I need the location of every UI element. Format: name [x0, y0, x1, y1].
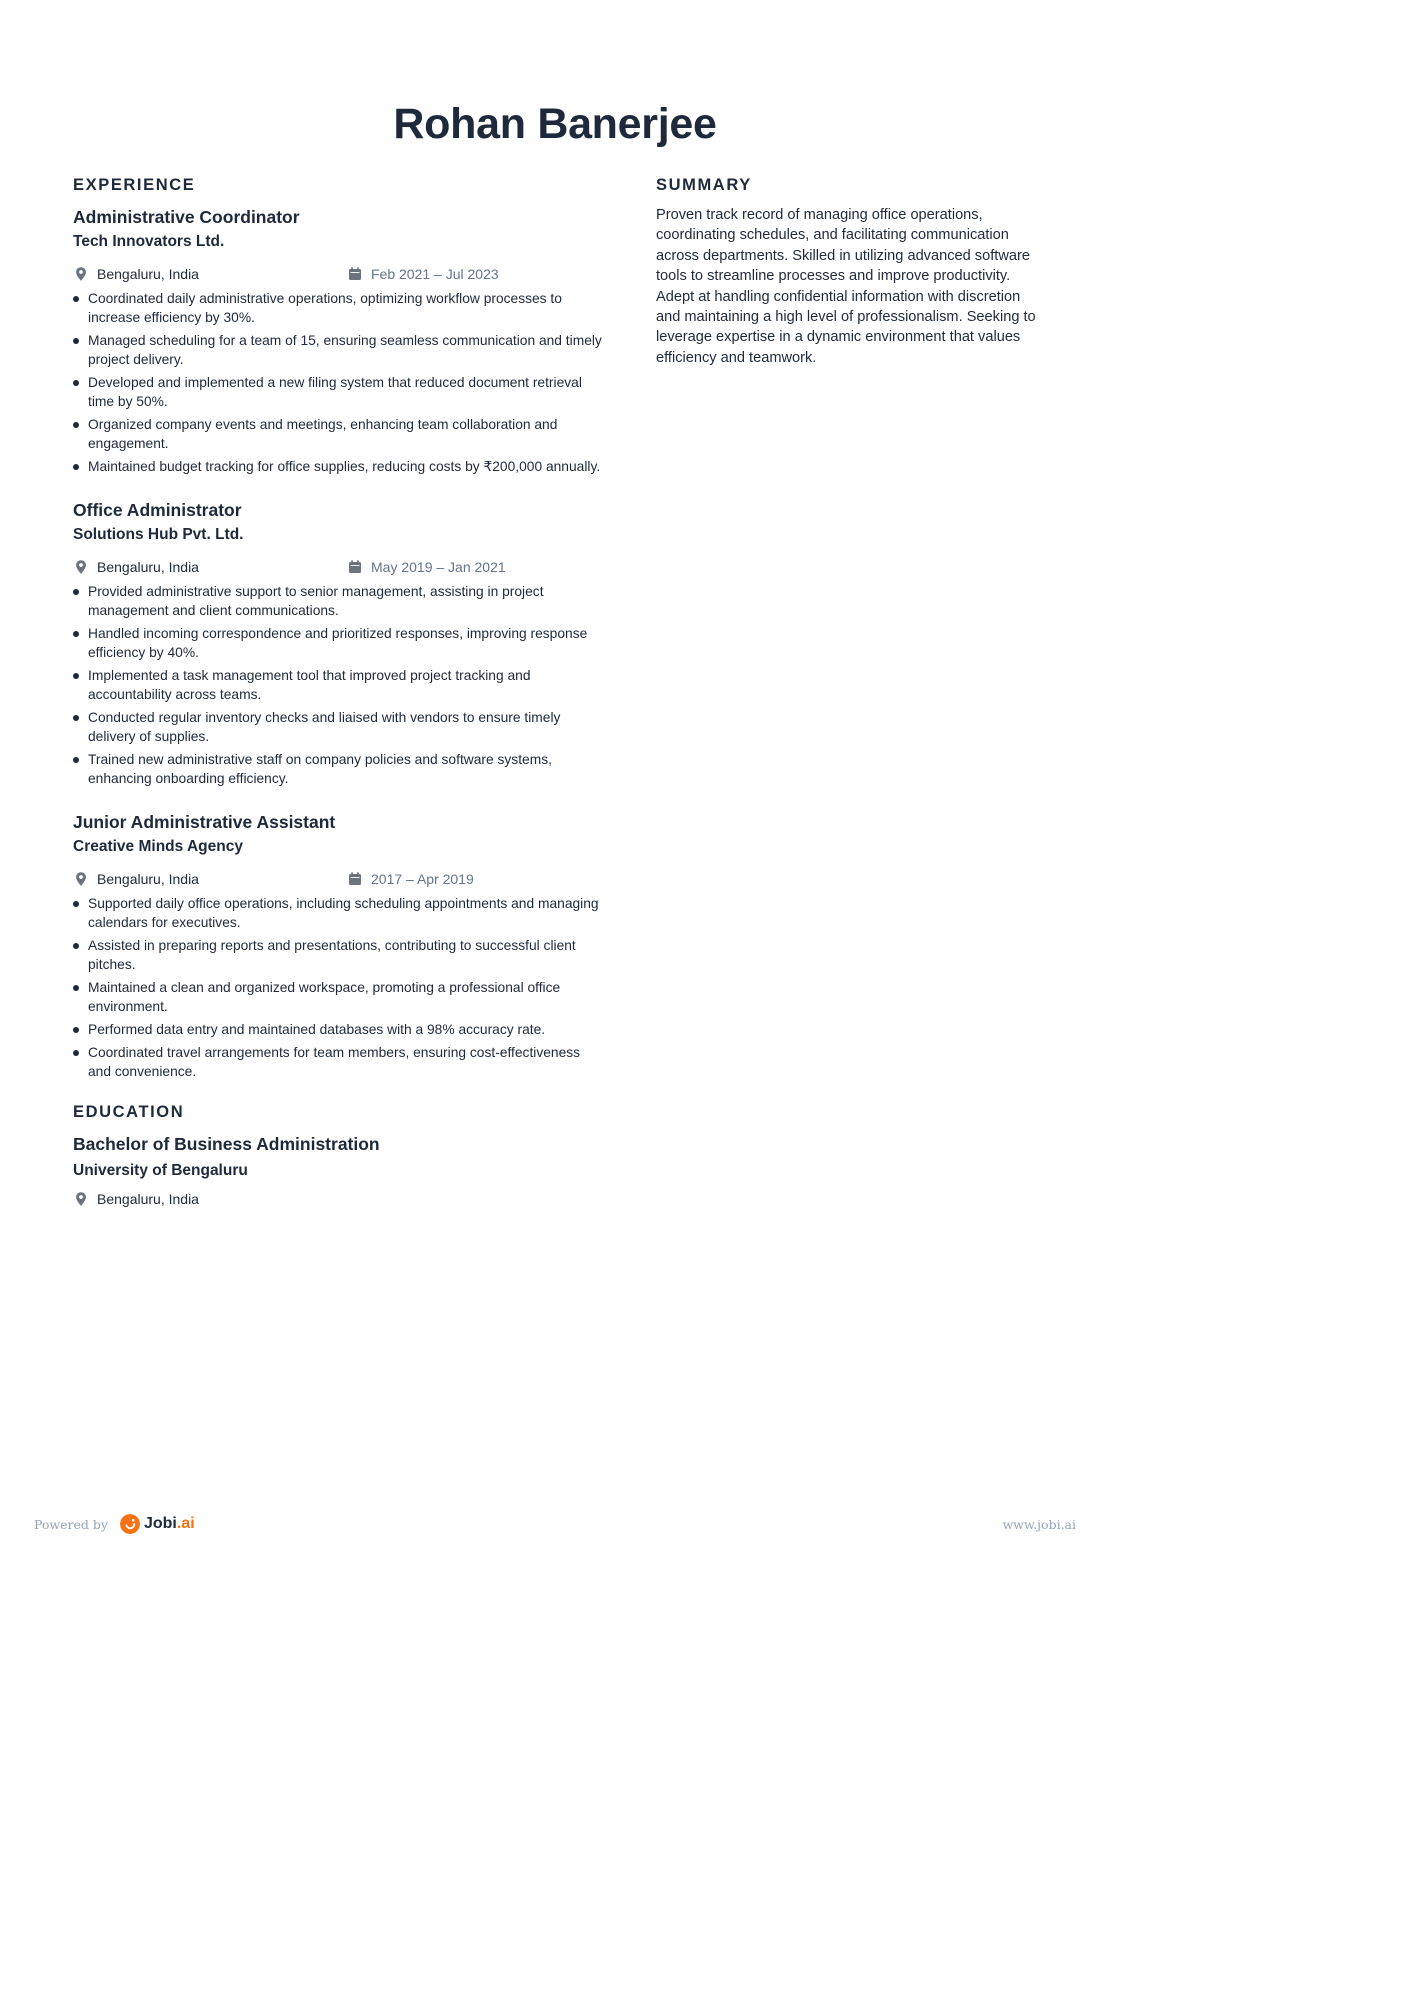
bullet-item: Managed scheduling for a team of 15, ensuring seamless communication and timely project delivery. [73, 331, 603, 369]
calendar-icon [347, 266, 363, 282]
bullet-item: Performed data entry and maintained databases with a 98% accuracy rate. [73, 1020, 603, 1039]
education-heading: EDUCATION [73, 1103, 185, 1121]
experience-heading: EXPERIENCE [73, 176, 196, 194]
jobi-logo-icon [120, 1514, 140, 1534]
job-meta [73, 868, 603, 890]
bullet-item: Implemented a task management tool that improved project tracking and accountability across teams. [73, 666, 603, 704]
left-column [73, 176, 603, 1214]
map-pin-icon [73, 1191, 89, 1207]
education-meta [73, 1188, 603, 1210]
education-school: University of Bengaluru [73, 1162, 248, 1179]
bullet-item: Handled incoming correspondence and prioritized responses, improving response efficiency by 40%. [73, 624, 603, 662]
bullet-item: Provided administrative support to senior management, assisting in project management and client communications. [73, 582, 603, 620]
website-link[interactable]: www.jobi.ai [1002, 1517, 1076, 1532]
powered-by-label: Powered by [34, 1516, 108, 1532]
job-location: Bengaluru, India [97, 559, 199, 575]
company-name: Tech Innovators Ltd. [73, 233, 225, 250]
map-pin-icon [73, 559, 89, 575]
education-degree: Bachelor of Business Administration [73, 1134, 380, 1154]
bullet-item: Conducted regular inventory checks and liaised with vendors to ensure timely delivery of supplies. [73, 708, 603, 746]
job-bullets [73, 894, 603, 1081]
job-bullets [73, 582, 603, 788]
job-title: Office Administrator [73, 500, 242, 520]
map-pin-icon [73, 266, 89, 282]
bullet-item: Developed and implemented a new filing system that reduced document retrieval time by 50%. [73, 373, 603, 411]
job-entry [73, 498, 603, 788]
bullet-item: Coordinated travel arrangements for team members, ensuring cost-effectiveness and convenience. [73, 1043, 603, 1081]
job-entry [73, 810, 603, 1081]
bullet-item: Trained new administrative staff on company policies and software systems, enhancing onboarding efficiency. [73, 750, 603, 788]
bullet-item: Organized company events and meetings, enhancing team collaboration and engagement. [73, 415, 603, 453]
powered-by [34, 1514, 195, 1534]
job-location: Bengaluru, India [97, 266, 199, 282]
bullet-item: Maintained a clean and organized workspace, promoting a professional office environment. [73, 978, 603, 1016]
right-column [656, 176, 1046, 368]
job-entry [73, 205, 603, 476]
job-meta [73, 263, 603, 285]
job-dates: Feb 2021 – Jul 2023 [371, 266, 499, 282]
bullet-item: Assisted in preparing reports and presentations, contributing to successful client pitches. [73, 936, 603, 974]
bullet-item: Maintained budget tracking for office supplies, reducing costs by ₹200,000 annually. [73, 457, 603, 476]
calendar-icon [347, 559, 363, 575]
company-name: Creative Minds Agency [73, 838, 243, 855]
job-bullets [73, 289, 603, 476]
job-dates: May 2019 – Jan 2021 [371, 559, 506, 575]
summary-text: Proven track record of managing office operations, coordinating schedules, and facilitating communication across departments. Skilled in utilizing advanced software tools to streamline processes and improve productivity. Adept at handling confidential information with discretion and maintaining a high level of professionalism. Seeking to leverage expertise in a dynamic environment that values efficiency and teamwork. [656, 207, 1036, 366]
calendar-icon [347, 871, 363, 887]
education-location: Bengaluru, India [97, 1191, 199, 1207]
job-title: Junior Administrative Assistant [73, 812, 336, 832]
job-location: Bengaluru, India [97, 871, 199, 887]
bullet-item: Supported daily office operations, including scheduling appointments and managing calendars for executives. [73, 894, 603, 932]
education-entry [73, 1132, 603, 1210]
brand-name: Jobi.ai [143, 1515, 195, 1532]
job-dates: 2017 – Apr 2019 [371, 871, 474, 887]
job-title: Administrative Coordinator [73, 207, 300, 227]
map-pin-icon [73, 871, 89, 887]
summary-heading: SUMMARY [656, 176, 752, 194]
brand-logo-link[interactable] [120, 1514, 195, 1534]
company-name: Solutions Hub Pvt. Ltd. [73, 526, 244, 543]
bullet-item: Coordinated daily administrative operations, optimizing workflow processes to increase efficiency by 30%. [73, 289, 603, 327]
job-meta [73, 556, 603, 578]
candidate-name: Rohan Banerjee [393, 100, 717, 148]
